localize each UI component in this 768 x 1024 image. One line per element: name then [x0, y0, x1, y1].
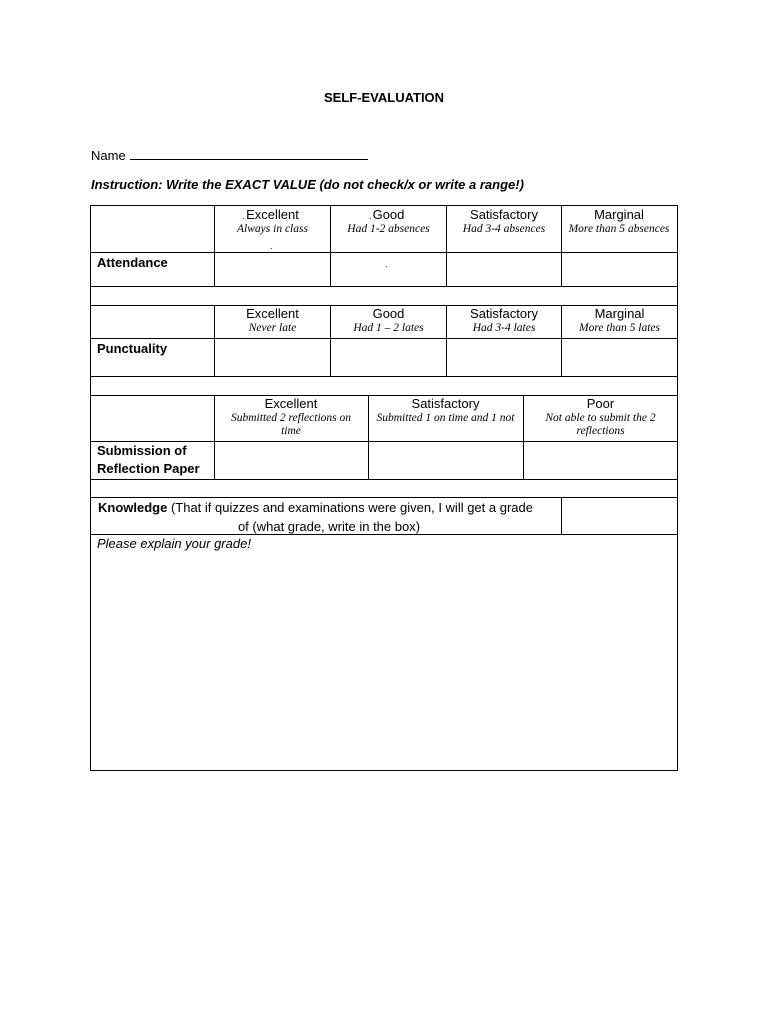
punctuality-bottom-line — [90, 376, 678, 377]
stray-mark: . — [385, 259, 388, 269]
attendance-left-divider — [90, 252, 214, 253]
explain-prompt: Please explain your grade! — [97, 536, 251, 551]
reflection-satisfactory-input[interactable] — [369, 442, 523, 479]
stray-mark: . — [270, 241, 273, 251]
reflection-excellent-input[interactable] — [215, 442, 368, 479]
stray-mark: . — [369, 211, 372, 221]
form-border-right — [677, 205, 678, 771]
attendance-good-input[interactable] — [331, 253, 446, 286]
name-label: Name — [91, 148, 126, 163]
evaluation-form — [90, 205, 678, 771]
reflection-label-line2: Reflection Paper — [97, 461, 200, 476]
instruction-text: Instruction: Write the EXACT VALUE (do not check/x or write a range!) — [91, 177, 524, 192]
stray-mark: . — [242, 211, 245, 221]
reflection-poor-input[interactable] — [524, 442, 677, 479]
reflection-bottom-line — [90, 479, 678, 480]
knowledge-grade-input[interactable] — [562, 498, 677, 534]
attendance-marginal-header: Marginal More than 5 absences — [568, 207, 670, 235]
attendance-good-header: Good Had 1-2 absences — [347, 207, 430, 235]
page-title: SELF-EVALUATION — [323, 90, 445, 105]
punctuality-label: Punctuality — [97, 341, 168, 356]
name-input-line[interactable] — [130, 147, 368, 160]
punctuality-satisfactory-input[interactable] — [447, 339, 561, 376]
punctuality-excellent-input[interactable] — [215, 339, 330, 376]
attendance-excellent-header: Excellent Always in class — [237, 207, 308, 235]
knowledge-text-line1: (That if quizzes and examinations were given, I will get a grade — [167, 500, 533, 515]
form-border-top — [90, 205, 678, 206]
reflection-excellent-header: Excellent Submitted 2 reflections on time — [231, 396, 351, 437]
attendance-bottom-line — [90, 286, 678, 287]
explain-textarea[interactable] — [91, 557, 677, 770]
punctuality-satisfactory-header: Satisfactory Had 3-4 lates — [470, 306, 538, 334]
punctuality-marginal-header: Marginal More than 5 lates — [578, 306, 661, 334]
knowledge-label: Knowledge — [98, 500, 168, 515]
reflection-satisfactory-header: Satisfactory Submitted 1 on time and 1 not — [376, 396, 515, 424]
punctuality-good-header: Good Had 1 – 2 lates — [353, 306, 424, 334]
name-field-row — [91, 147, 368, 163]
reflection-label-line1: Submission of — [97, 443, 187, 458]
form-border-bottom — [90, 770, 678, 771]
knowledge-text — [98, 498, 560, 536]
attendance-label: Attendance — [97, 255, 168, 270]
punctuality-marginal-input[interactable] — [562, 339, 677, 376]
attendance-marginal-input[interactable] — [562, 253, 677, 286]
attendance-satisfactory-input[interactable] — [447, 253, 561, 286]
attendance-satisfactory-header: Satisfactory Had 3-4 absences — [462, 207, 546, 235]
reflection-poor-header: Poor Not able to submit the 2 reflections — [545, 396, 656, 437]
reflection-label — [97, 442, 200, 478]
attendance-excellent-input[interactable] — [215, 253, 330, 286]
punctuality-good-input[interactable] — [331, 339, 446, 376]
punctuality-excellent-header: Excellent Never late — [246, 306, 299, 334]
knowledge-text-line2: of (what grade, write in the box) — [237, 519, 421, 534]
